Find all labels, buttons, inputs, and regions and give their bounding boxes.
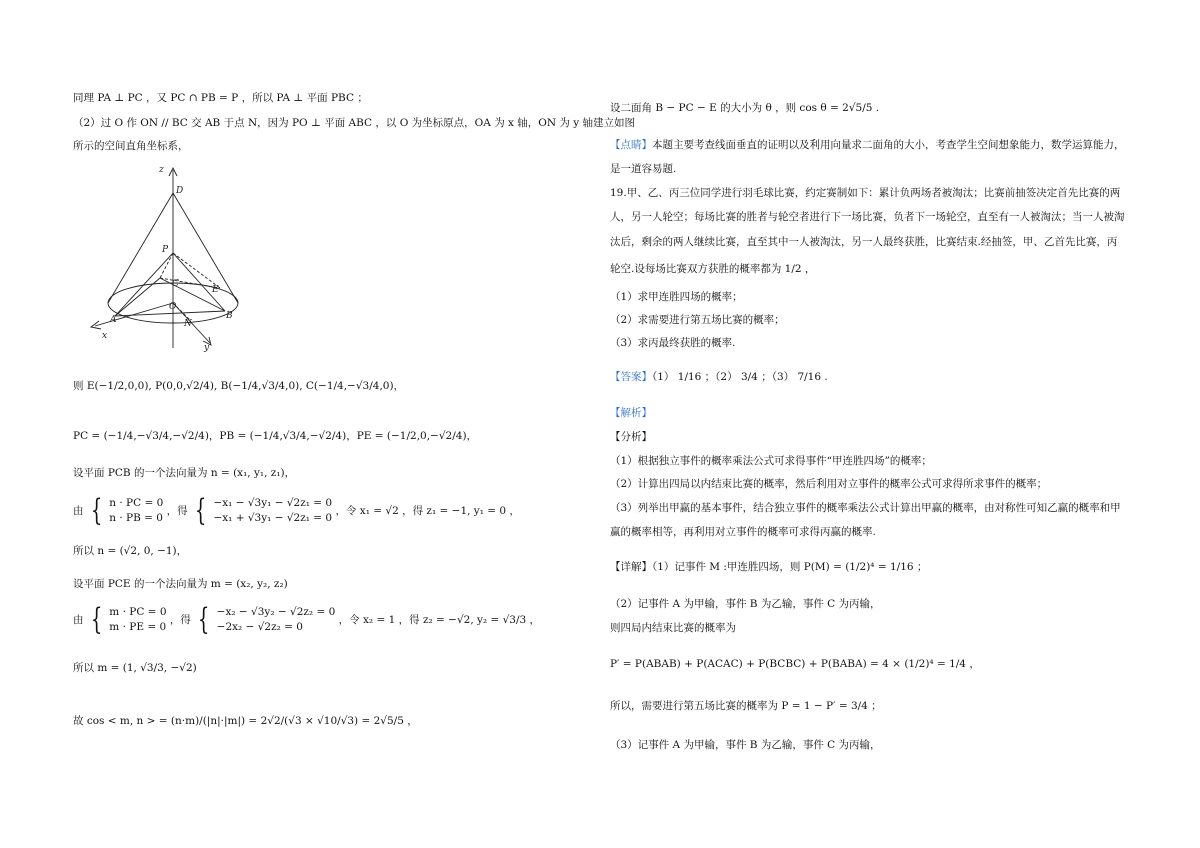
detail-1: （1）记事件 M :甲连胜四场，则 P(M) = (1/2)⁴ = 1/16 ； — [652, 561, 928, 573]
cos-line — [73, 714, 418, 728]
detail-line: 所以，需要进行第五场比赛的概率为 P = 1 − P′ = 3/4 ； — [610, 700, 882, 712]
detail-line: 则四局内结束比赛的概率为 — [610, 622, 736, 634]
jiexi-tag: 【解析】 — [610, 407, 652, 419]
coords: E(−1/2,0,0), P(0,0,√2/4), B(−1/4,√3/4,0), C(−1/4,−√3/4,0)， — [86, 380, 405, 392]
system-2: 由 { m · PC = 0 m · PE = 0 ，得 { −x₂ − √3y₂ − √2z₂ = 0 −2x₂ − √2z₂ = 0 ，令 x₂ = 1 ，得 z₂ = −√2, y₂ = √3/3 ， — [73, 602, 541, 637]
label-O: O — [169, 302, 177, 312]
note-line — [610, 138, 1125, 152]
coords-prefix: 则 — [73, 380, 84, 392]
label-E: E — [212, 285, 219, 295]
analysis-line: 赢的概率相等，再利用对立事件的概率可求得丙赢的概率. — [610, 526, 876, 538]
note-text: 本题主要考查线面垂直的证明以及利用向量求二面角的大小，考查学生空间想象能力，数学运算能力， — [652, 139, 1125, 151]
q19-line: 人，另一人轮空；每场比赛的胜者与轮空者进行下一场比赛，负者下一场轮空，直至有一人被淘汰；当一人被淘 — [610, 211, 1125, 223]
text-line: 是一道容易题. — [610, 163, 677, 175]
detail-line — [610, 560, 927, 574]
question-3: （3）求丙最终获胜的概率. — [610, 337, 736, 349]
label-P: P — [162, 245, 169, 255]
system-1: 由 { n · PC = 0 n · PB = 0 ，得 { −x₁ − √3y₁ − √2z₁ = 0 −x₁ + √3y₁ − √2z₁ = 0 ，令 x₁ = √2 ，得 z₁ = −1, y₁ = 0 ， — [73, 493, 520, 528]
cos-prefix: 故 — [73, 715, 84, 727]
normal-pcb-line: 设平面 PCB 的一个法向量为 n = (x₁, y₁, z₁)， — [73, 467, 296, 479]
sys2-eq-c: −x₂ − √3y₂ − √2z₂ = 0 — [216, 606, 336, 618]
sys1-mid: ，得 — [166, 505, 188, 517]
label-D: D — [176, 186, 184, 196]
fenxi-tag: 【分析】 — [610, 431, 652, 443]
q19-line: 轮空.设每场比赛双方获胜的概率都为 1/2 ， — [610, 263, 816, 275]
answer-text: （1） 1/16 ；（2） 3/4 ；（3） 7/16 . — [652, 371, 828, 383]
coords-line — [73, 379, 404, 393]
text-line: 设二面角 B − PC − E 的大小为 θ ，则 cos θ = 2√5/5 . — [610, 102, 880, 114]
m-result-line: 所以 m = (1, √3/3, −√2) — [73, 662, 197, 674]
text-line: （2）过 O 作 ON // BC 交 AB 于点 N，因为 PO ⊥ 平面 ABC ，以 O 为坐标原点，OA 为 x 轴，ON 为 y 轴建立如图 — [73, 117, 636, 129]
vectors-line: PC = (−1/4,−√3/4,−√2/4)，PB = (−1/4,√3/4,−√2/4)，PE = (−1/2,0,−√2/4)， — [73, 430, 478, 442]
q19-line: 汰后，剩余的两人继续比赛，直至其中一人被淘汰，另一人最终获胜，比赛结束.经抽签，甲、乙首先比赛，丙 — [610, 236, 1118, 248]
sys1-eq-a: n · PC = 0 — [109, 497, 164, 509]
detail-line: P′ = P(ABAB) + P(ACAC) + P(BCBC) + P(BABA) = 4 × (1/2)⁴ = 1/4 ， — [610, 658, 980, 670]
sys2-eq-b: m · PE = 0 — [109, 621, 167, 633]
sys2-prefix: 由 — [73, 614, 84, 626]
label-N: N — [184, 319, 192, 329]
label-z: z — [159, 165, 164, 175]
analysis-line: （1）根据独立事件的概率乘法公式可求得事件“甲连胜四场”的概率； — [610, 455, 932, 467]
detail-line: （2）记事件 A 为甲输，事件 B 为乙输，事件 C 为丙输， — [610, 598, 881, 610]
q19-line: 19.甲、乙、丙三位同学进行羽毛球比赛，约定赛制如下：累计负两场者被淘汰；比赛前抽签决定首先比赛的两 — [610, 187, 1121, 199]
sys2-eq-d: −2x₂ − √2z₂ = 0 — [216, 621, 303, 633]
label-x: x — [102, 331, 108, 341]
sys1-post: ，令 x₁ = √2 ，得 z₁ = −1, y₁ = 0 ， — [335, 505, 520, 517]
cos-expression: cos < m, n > = (n·m)/(|n|·|m|) = 2√2/(√3 × √10/√3) = 2√5/5 ， — [86, 715, 418, 727]
detail-line: （3）记事件 A 为甲输，事件 B 为乙输，事件 C 为丙输， — [610, 739, 881, 751]
label-y: y — [204, 343, 210, 353]
note-tag: 【点睛】 — [610, 139, 652, 151]
normal-pce-line: 设平面 PCE 的一个法向量为 m = (x₂, y₂, z₂) — [73, 578, 288, 590]
xiangjie-tag: 【详解】 — [610, 561, 652, 573]
label-C: C — [172, 279, 179, 289]
sys1-prefix: 由 — [73, 505, 84, 517]
sys2-eq-a: m · PC = 0 — [109, 606, 167, 618]
answer-tag: 【答案】 — [610, 371, 652, 383]
text-line: 所示的空间直角坐标系， — [73, 140, 189, 152]
text-line: 同理 PA ⊥ PC ，又 PC ∩ PB = P ，所以 PA ⊥ 平面 PBC ； — [73, 92, 368, 104]
sys2-post: ，令 x₂ = 1 ，得 z₂ = −√2, y₂ = √3/3 ， — [338, 614, 541, 626]
sys2-mid: ，得 — [169, 614, 191, 626]
answer-line — [610, 370, 828, 384]
sys1-eq-c: −x₁ − √3y₁ − √2z₁ = 0 — [213, 497, 333, 509]
sys1-eq-d: −x₁ + √3y₁ − √2z₁ = 0 — [213, 512, 333, 524]
cone-edge-right — [173, 193, 238, 303]
label-A: A — [110, 315, 117, 325]
question-1: （1）求甲连胜四场的概率； — [610, 291, 743, 303]
analysis-line: （2）计算出四局以内结束比赛的概率，然后利用对立事件的概率公式可求得所求事件的概率； — [610, 478, 1048, 490]
n-result-line: 所以 n = (√2, 0, −1)， — [73, 545, 188, 557]
cone-figure — [80, 158, 250, 353]
label-B: B — [226, 311, 233, 321]
sys1-eq-b: n · PB = 0 — [109, 512, 163, 524]
analysis-line: （3）列举出甲赢的基本事件，结合独立事件的概率乘法公式计算出甲赢的概率，由对称性可知乙赢的概率和甲 — [610, 502, 1121, 514]
question-2: （2）求需要进行第五场比赛的概率； — [610, 314, 785, 326]
